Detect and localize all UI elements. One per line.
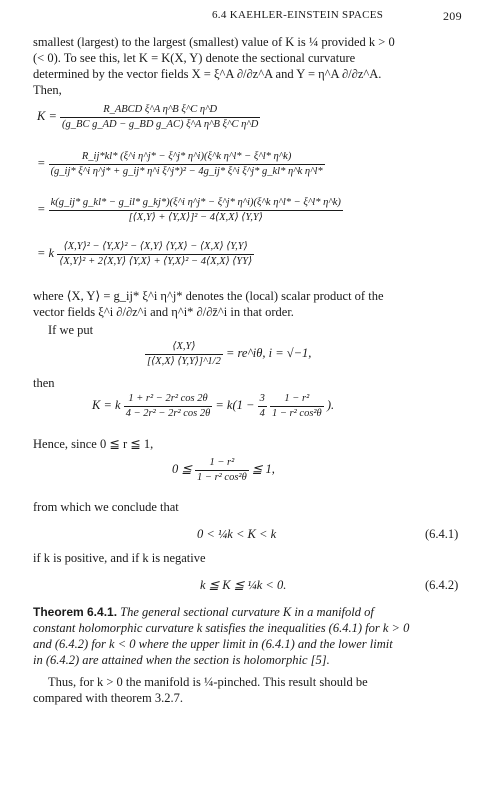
equation-tag-6-4-2: (6.4.2) <box>425 578 459 592</box>
equation-2: = R_ij*kl* (ξ^i η^j* − ξ^j* η^i)(ξ^k η^l* − ξ^l* η^k) (g_ij* ξ^i η^j* + g_ij* η^i ξ^j*)² − 4g_ij* ξ^i ξ^j* g_kl* η^k η^l* <box>37 151 323 177</box>
then-fraction-2 <box>258 392 267 420</box>
then-numerator-1: 1 + r² − 2r² cos 2θ <box>124 392 213 407</box>
then-denominator-1: 4 − 2r² − 2r² cos 2θ <box>125 407 211 419</box>
equation-2-fraction <box>49 150 325 178</box>
then-fraction-1 <box>124 392 213 420</box>
equation-4-numerator: ⟨X,Y⟩² − ⟨Y,X⟩² − ⟨X,Y⟩ ⟨Y,X⟩ − ⟨X,X⟩ ⟨Y,Y⟩ <box>57 240 254 255</box>
equation-ifweput <box>145 340 311 368</box>
theorem-line-1 <box>33 604 374 621</box>
equation-1-fraction <box>60 103 260 131</box>
then-numerator-3: 1 − r² <box>270 392 324 407</box>
equation-6-4-2: k ≦ K ≦ ¼k < 0. <box>200 578 287 592</box>
then-denominator-3: 1 − r² cos²θ <box>271 407 322 419</box>
theorem-heading: Theorem 6.4.1. <box>33 605 118 619</box>
intro-line-4: Then, <box>33 83 62 97</box>
equation-4-lhs: = k <box>37 246 55 261</box>
page-number: 209 <box>443 9 462 23</box>
equation-2-numerator: R_ij*kl* (ξ^i η^j* − ξ^j* η^i)(ξ^k η^l* − ξ^l* η^k) <box>49 150 325 165</box>
intro-line-1: smallest (largest) to the largest (smallest) value of K is ¼ provided k > 0 <box>33 35 395 49</box>
hence-fraction <box>195 456 249 484</box>
then-numerator-2: 3 <box>258 392 267 407</box>
equation-6-4-1: 0 < ¼k < K < k <box>197 527 277 541</box>
intro-line-2: (< 0). To see this, let K = K(X, Y) denote the sectional curvature <box>33 51 356 65</box>
theorem-line-2: constant holomorphic curvature k satisfies the inequalities (6.4.1) for k > 0 <box>33 621 410 635</box>
running-title: 6.4 KAEHLER-EINSTEIN SPACES <box>212 9 384 21</box>
where-line-2: vector fields ξ^i ∂/∂z^i and η^i* ∂/∂z̄^i in that order. <box>33 305 294 319</box>
hence-rhs: ≦ 1, <box>251 462 275 477</box>
equation-3-denominator: [⟨X,Y⟩ + ⟨Y,X⟩]² − 4⟨X,X⟩ ⟨Y,Y⟩ <box>128 211 263 223</box>
equation-hence <box>172 456 275 484</box>
equation-3-fraction <box>49 196 343 224</box>
equation-tag-6-4-1: (6.4.1) <box>425 527 459 541</box>
equation-4-fraction <box>57 240 254 268</box>
hence-text: Hence, since 0 ≦ r ≦ 1, <box>33 437 154 451</box>
equation-then <box>92 392 334 420</box>
equation-3-numerator: k(g_ij* g_kl* − g_il* g_kj*)(ξ^i η^j* − ξ^j* η^i)(ξ^k η^l* − ξ^l* η^k) <box>49 196 343 211</box>
equation-1-numerator: R_ABCD ξ^A η^B ξ^C η^D <box>60 103 260 118</box>
then-end: ). <box>326 398 335 413</box>
ifweput-rhs: = re^iθ, i = √−1, <box>225 346 312 361</box>
theorem-line-4: in (6.4.2) are attained when the section is holomorphic [5]. <box>33 653 330 667</box>
equation-1-lhs: K = <box>37 109 57 124</box>
ifweput-denominator: [⟨X,X⟩ ⟨Y,Y⟩]^1/2 <box>147 355 221 367</box>
then-fraction-3 <box>270 392 324 420</box>
then-denominator-2: 4 <box>259 407 265 419</box>
hence-denominator: 1 − r² cos²θ <box>196 471 247 483</box>
ifweput-text: If we put <box>48 323 94 337</box>
hence-lhs: 0 ≦ <box>172 462 192 477</box>
theorem-text-1: The general sectional curvature K in a manifold of <box>120 605 374 619</box>
then-text: then <box>33 376 55 390</box>
closing-line-2: compared with theorem 3.2.7. <box>33 691 183 705</box>
then-lhs: K = k <box>92 398 121 413</box>
where-line-1: where ⟨X, Y⟩ = g_ij* ξ^i η^j* denotes the (local) scalar product of the <box>33 289 384 303</box>
theorem-line-3: and (6.4.2) for k < 0 where the upper limit in (6.4.1) and the lower limit <box>33 637 393 651</box>
conclude-text: from which we conclude that <box>33 500 179 514</box>
hence-numerator: 1 − r² <box>195 456 249 471</box>
equation-1 <box>37 103 260 131</box>
equation-3: = k(g_ij* g_kl* − g_il* g_kj*)(ξ^i η^j* − ξ^j* η^i)(ξ^k η^l* − ξ^l* η^k) [⟨X,Y⟩ + ⟨Y,X⟩]² − 4⟨X,X⟩ ⟨Y,Y⟩ <box>37 197 341 223</box>
ifweput-fraction <box>145 340 223 368</box>
then-mid: = k(1 − <box>215 398 255 413</box>
equation-4 <box>37 240 254 268</box>
equation-4-denominator: ⟨X,Y⟩² + 2⟨X,Y⟩ ⟨Y,X⟩ + ⟨Y,X⟩² − 4⟨X,X⟩ ⟨YY⟩ <box>59 255 253 267</box>
intro-line-3: determined by the vector fields X = ξ^A ∂/∂z^A and Y = η^A ∂/∂z^A. <box>33 67 382 81</box>
equation-2-denominator: (g_ij* ξ^i η^j* + g_ij* η^i ξ^j*)² − 4g_ij* ξ^i ξ^j* g_kl* η^k η^l* <box>50 165 323 177</box>
equation-1-denominator: (g_BC g_AD − g_BD g_AC) ξ^A η^B ξ^C η^D <box>62 118 259 130</box>
ifweput-numerator: ⟨X,Y⟩ <box>145 340 223 355</box>
negative-text: if k is positive, and if k is negative <box>33 551 206 565</box>
closing-line-1: Thus, for k > 0 the manifold is ¼-pinched. This result should be <box>48 675 368 689</box>
